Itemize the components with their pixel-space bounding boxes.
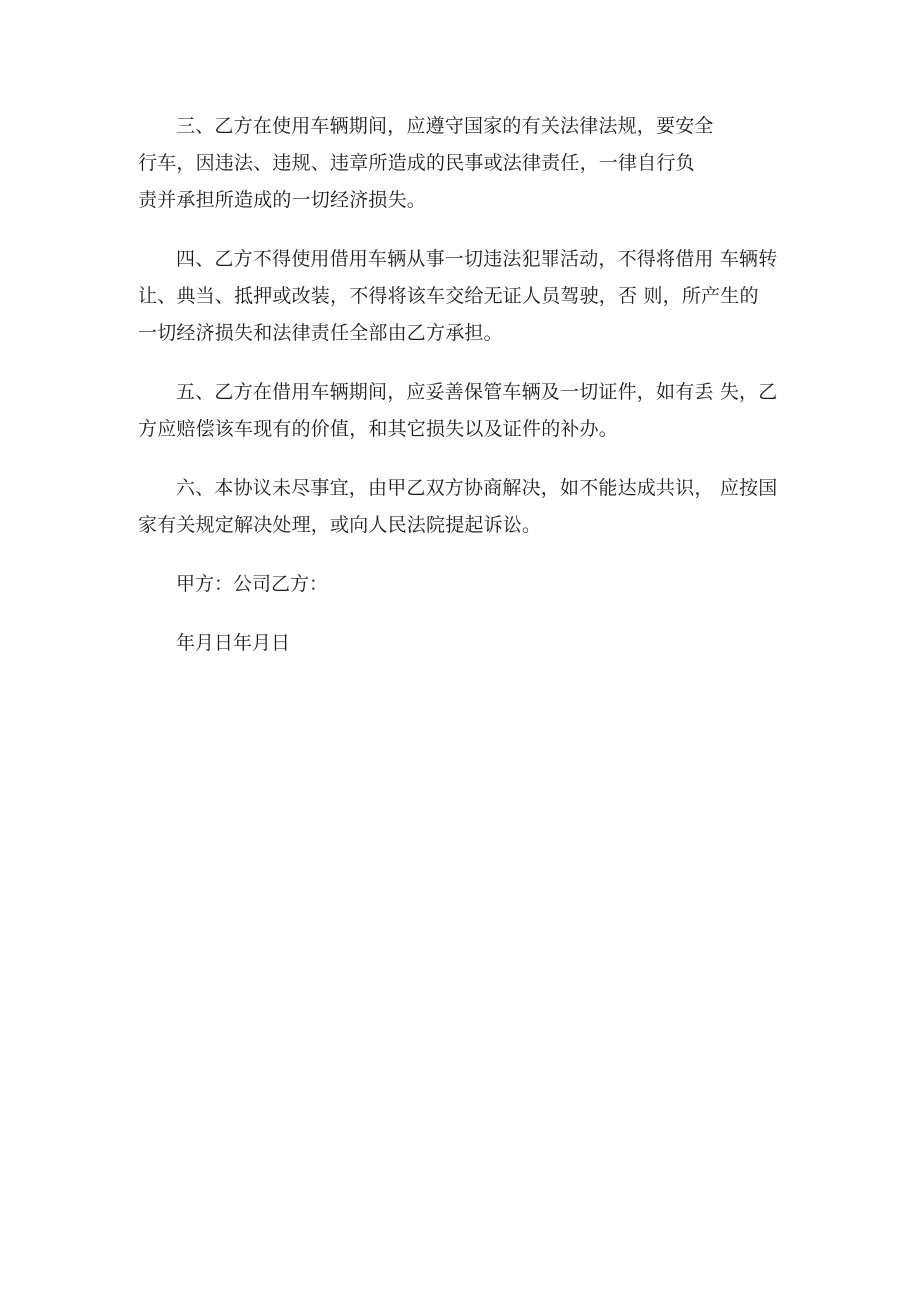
clause-5-line-2: 方应赔偿该车现有的价值，和其它损失以及证件的补办。 (138, 418, 619, 440)
clause-4-paragraph (138, 241, 778, 352)
clause-3-line-2: 行车，因违法、违规、违章所造成的民事或法律责任，一律自行负 (138, 152, 695, 174)
clause-3-paragraph (138, 108, 718, 219)
clause-6-line-1: 六、本协议未尽事宜，由甲乙双方协商解决，如不能达成共识， 应按国 (176, 477, 778, 499)
date-line: 年月日年月日 (176, 632, 291, 654)
clause-3-line-1: 三、乙方在使用车辆期间，应遵守国家的有关法律法规，要安全 (176, 115, 714, 137)
clause-5-line-1: 五、乙方在借用车辆期间，应妥善保管车辆及一切证件，如有丢 失，乙 (176, 381, 778, 403)
clause-6-paragraph (138, 470, 778, 544)
clause-4-line-1: 四、乙方不得使用借用车辆从事一切违法犯罪活动，不得将借用 车辆转 (176, 248, 778, 270)
document-body (138, 108, 778, 684)
clause-3-line-3: 责并承担所造成的一切经济损失。 (138, 189, 427, 211)
signature-line: 甲方：公司乙方： (176, 573, 329, 595)
clause-4-line-2: 让、典当、抵押或改装，不得将该车交给无证人员驾驶，否 则，所产生的 (138, 285, 759, 307)
clause-5-paragraph (138, 374, 778, 448)
clause-6-line-2: 家有关规定解决处理，或向人民法院提起诉讼。 (138, 514, 542, 536)
clause-4-line-3: 一切经济损失和法律责任全部由乙方承担。 (138, 322, 503, 344)
